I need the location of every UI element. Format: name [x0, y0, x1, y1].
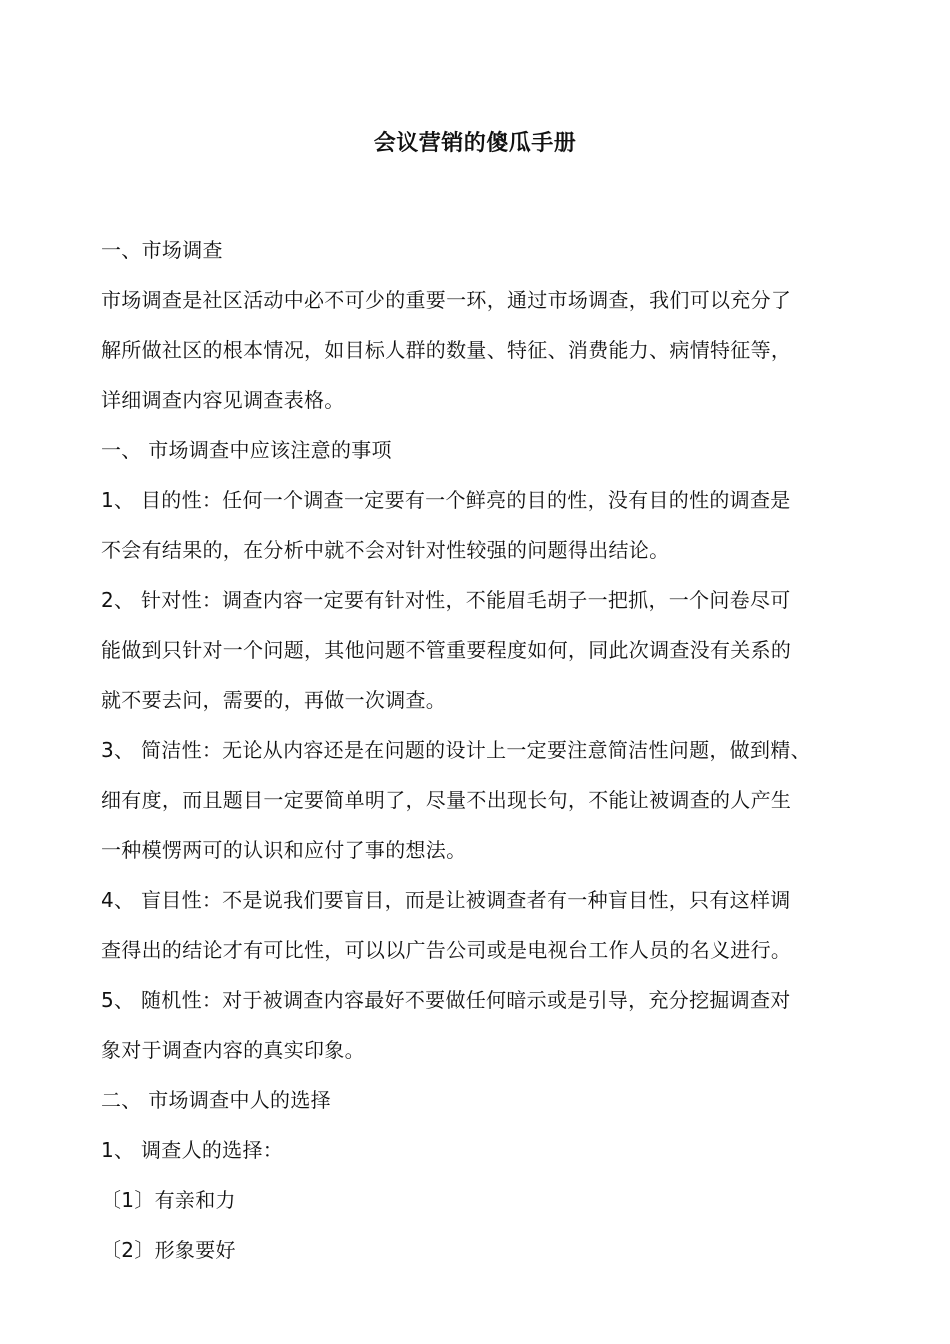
section-heading-market-survey: 一、市场调查: [101, 238, 223, 262]
sub-item-good-image: 〔2〕形象要好: [101, 1238, 236, 1262]
list-item-targeting: 2、 针对性：调查内容一定要有针对性，不能眉毛胡子一把抓，一个问卷尽可: [101, 588, 791, 612]
paragraph-line: 解所做社区的根本情况，如目标人群的数量、特征、消费能力、病情特征等，: [101, 338, 792, 362]
list-item-continuation: 象对于调查内容的真实印象。: [101, 1038, 365, 1062]
section-heading-notes: 一、 市场调查中应该注意的事项: [101, 438, 392, 462]
list-item-continuation: 能做到只针对一个问题，其他问题不管重要程度如何，同此次调查没有关系的: [101, 638, 792, 662]
list-item-continuation: 查得出的结论才有可比性，可以以广告公司或是电视台工作人员的名义进行。: [101, 938, 792, 962]
list-item-continuation: 细有度，而且题目一定要简单明了，尽量不出现长句，不能让被调查的人产生: [101, 788, 792, 812]
list-item-continuation: 不会有结果的，在分析中就不会对针对性较强的问题得出结论。: [101, 538, 670, 562]
list-item-randomness: 5、 随机性：对于被调查内容最好不要做任何暗示或是引导，充分挖掘调查对: [101, 988, 791, 1012]
section-heading-person-selection: 二、 市场调查中人的选择: [101, 1088, 331, 1112]
list-item-blindness: 4、 盲目性：不是说我们要盲目，而是让被调查者有一种盲目性，只有这样调: [101, 888, 791, 912]
document-title: 会议营销的傻瓜手册: [373, 131, 577, 156]
list-item-continuation: 一种模愣两可的认识和应付了事的想法。: [101, 838, 467, 862]
list-item-investigator-selection: 1、 调查人的选择：: [101, 1138, 284, 1162]
list-item-purpose: 1、 目的性：任何一个调查一定要有一个鲜亮的目的性，没有目的性的调查是: [101, 488, 791, 512]
sub-item-approachable: 〔1〕有亲和力: [101, 1188, 236, 1212]
paragraph-line: 市场调查是社区活动中必不可少的重要一环，通过市场调查，我们可以充分了: [101, 288, 792, 312]
list-item-conciseness: 3、 简洁性：无论从内容还是在问题的设计上一定要注意简洁性问题，做到精、: [101, 738, 811, 762]
paragraph-line: 详细调查内容见调查表格。: [101, 388, 345, 412]
document-body: [101, 225, 871, 1275]
list-item-continuation: 就不要去问，需要的，再做一次调查。: [101, 688, 447, 712]
